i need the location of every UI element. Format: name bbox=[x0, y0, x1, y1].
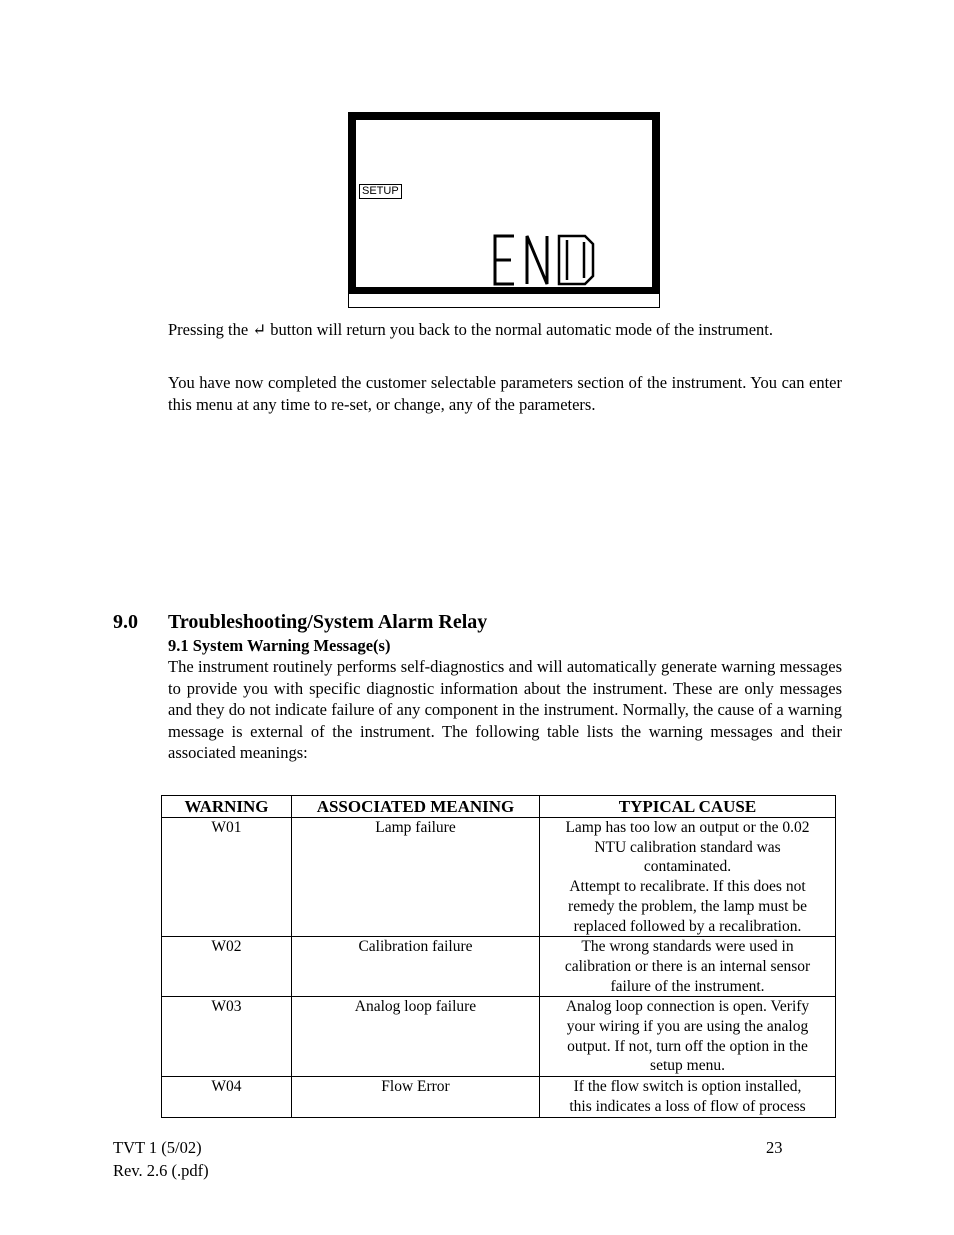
table-row bbox=[162, 1077, 836, 1117]
cause-line: replaced followed by a recalibration. bbox=[573, 917, 802, 935]
cause-line: The wrong standards were used in bbox=[581, 938, 794, 956]
cause-line: Analog loop connection is open. Verify bbox=[565, 998, 810, 1016]
cause-line: setup menu. bbox=[650, 1057, 725, 1075]
section-number: 9.0 bbox=[113, 611, 138, 633]
table-row bbox=[162, 997, 836, 1077]
setup-indicator: SETUP bbox=[359, 184, 402, 199]
warning-meaning: Flow Error bbox=[292, 1077, 540, 1117]
warning-meaning: Lamp failure bbox=[292, 818, 540, 937]
completion-paragraph: You have now completed the customer selectable parameters section of the instrument. You can enter this menu at any time to re-set, or change, any of the parameters. bbox=[168, 373, 842, 414]
section-title: Troubleshooting/System Alarm Relay bbox=[168, 611, 488, 633]
footer-revision: Rev. 2.6 (.pdf) bbox=[113, 1161, 209, 1180]
warning-code: W03 bbox=[162, 997, 292, 1077]
footer-doc-info bbox=[113, 1136, 209, 1182]
header-meaning: ASSOCIATED MEANING bbox=[292, 796, 540, 818]
cause-line: remedy the problem, the lamp must be bbox=[568, 897, 807, 915]
lcd-display-figure bbox=[348, 112, 660, 308]
page-number: 23 bbox=[766, 1138, 783, 1157]
warning-cause bbox=[540, 1077, 836, 1117]
cause-line: contaminated. bbox=[643, 858, 732, 876]
cause-line: failure of the instrument. bbox=[610, 977, 765, 995]
para1-start: Pressing the bbox=[168, 320, 249, 339]
subsection-title: 9.1 System Warning Message(s) bbox=[168, 636, 391, 655]
lcd-screen bbox=[349, 113, 659, 294]
header-warning: WARNING bbox=[162, 796, 292, 818]
table-header-row bbox=[162, 796, 836, 818]
footer-doc-id: TVT 1 (5/02) bbox=[113, 1138, 202, 1157]
digit-e bbox=[495, 236, 514, 284]
table-row bbox=[162, 818, 836, 937]
cause-line: output. If not, turn off the option in the bbox=[567, 1037, 808, 1055]
para1-end: button will return you back to the normal automatic mode of the instrument. bbox=[270, 320, 773, 339]
warning-meaning: Analog loop failure bbox=[292, 997, 540, 1077]
cause-line: NTU calibration standard was bbox=[594, 838, 781, 856]
cause-line: this indicates a loss of flow of process bbox=[569, 1097, 806, 1115]
warning-code: W01 bbox=[162, 818, 292, 937]
warning-cause bbox=[540, 818, 836, 937]
cause-line: calibration or there is an internal sensor bbox=[564, 957, 811, 975]
warning-cause bbox=[540, 997, 836, 1077]
enter-key-icon: ↵ bbox=[252, 320, 267, 339]
cause-line: your wiring if you are using the analog bbox=[566, 1018, 809, 1036]
warning-messages-table bbox=[161, 795, 836, 1118]
cause-line: If the flow switch is option installed, bbox=[573, 1078, 802, 1096]
warning-code: W02 bbox=[162, 937, 292, 997]
section-body-paragraph: The instrument routinely performs self-diagnostics and will automatically generate warning messages to provide you with specific diagnostic information about the instrument. These are only messages and they do not indicate failure of any component in the instrument. Normally, the cause of a warning message is external of the instrument. The following table lists the warning messages and their associated meanings: bbox=[168, 657, 842, 762]
end-readout bbox=[493, 234, 597, 286]
warning-code: W04 bbox=[162, 1077, 292, 1117]
return-instruction-paragraph bbox=[168, 319, 842, 341]
table-row bbox=[162, 937, 836, 997]
cause-line: Attempt to recalibrate. If this does not bbox=[569, 878, 806, 896]
cause-line: Lamp has too low an output or the 0.02 bbox=[565, 819, 810, 836]
warning-meaning: Calibration failure bbox=[292, 937, 540, 997]
digit-n bbox=[527, 236, 547, 284]
header-cause: TYPICAL CAUSE bbox=[540, 796, 836, 818]
warning-cause bbox=[540, 937, 836, 997]
digit-d bbox=[559, 236, 593, 284]
